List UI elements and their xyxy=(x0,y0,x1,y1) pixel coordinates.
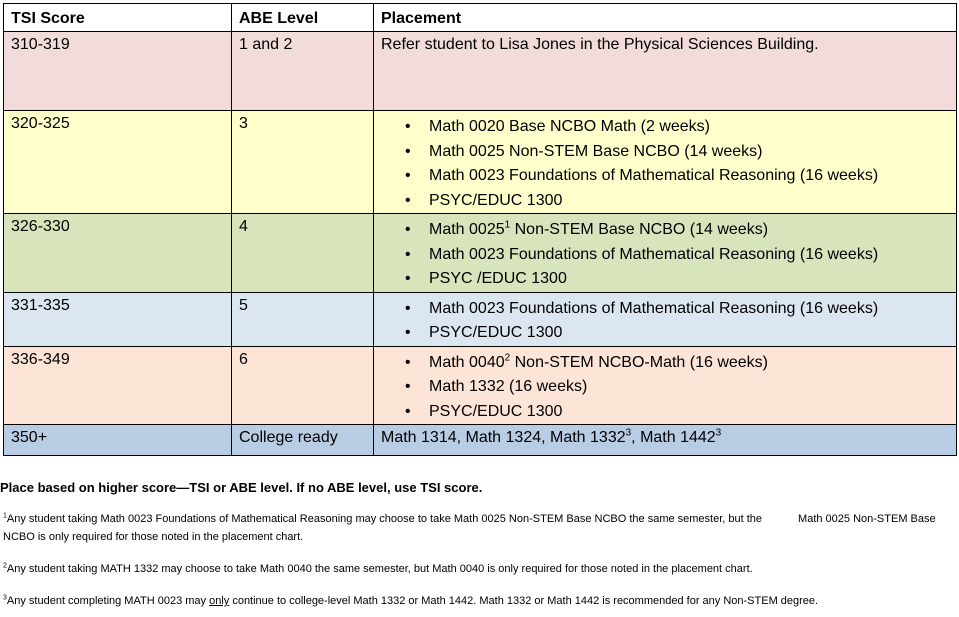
placement-item: • PSYC/EDUC 1300 xyxy=(381,321,949,346)
tsi-score-cell: 326-330 xyxy=(4,214,232,293)
placement-item: • Math 0023 Foundations of Mathematical Reasoning (16 weeks) xyxy=(381,164,949,189)
abe-level-cell: 5 xyxy=(232,292,374,346)
table-row xyxy=(4,292,957,346)
placement-cell xyxy=(374,346,957,425)
footnote-emphasis: only xyxy=(209,595,230,607)
footnote-3 xyxy=(3,592,818,610)
footnote-marker: 1 xyxy=(504,219,511,231)
footnote-text: continue to college-level Math 1332 or Math 1442. Math 1332 or Math 1442 is recommended for any Non-STEM degree. xyxy=(229,595,819,607)
tsi-score-cell: 310-319 xyxy=(4,32,232,111)
placement-list xyxy=(381,351,949,425)
table-header-row xyxy=(4,4,957,32)
table-row xyxy=(4,425,957,456)
footnote-text: Any student completing MATH 0023 may xyxy=(6,595,210,607)
footnote-marker: 3 xyxy=(715,427,722,439)
tsi-score-cell: 336-349 xyxy=(4,346,232,425)
footnote-marker: 2 xyxy=(3,562,7,570)
footnote-text: Any student taking Math 0023 Foundations of Mathematical Reasoning may choose to take Math 0025 Non-STEM Base NCBO the same semester, but the xyxy=(6,513,763,525)
placement-item: • Math 0023 Foundations of Mathematical Reasoning (16 weeks) xyxy=(381,243,949,268)
footnote-marker: 3 xyxy=(3,594,7,602)
footnote-text: Math 0025 Non-STEM Base NCBO is only required for those noted in the placement chart. xyxy=(3,513,936,543)
item-text: Non-STEM Base NCBO (14 weeks) xyxy=(510,221,769,238)
placement-list xyxy=(381,297,949,346)
placement-cell xyxy=(374,292,957,346)
abe-level-cell: 1 and 2 xyxy=(232,32,374,111)
header-abe-level: ABE Level xyxy=(232,4,374,32)
placement-note: Place based on higher score—TSI or ABE level. If no ABE level, use TSI score. xyxy=(0,480,483,495)
table-row xyxy=(4,214,957,293)
footnote-marker: 2 xyxy=(504,352,511,364)
placement-item: • PSYC/EDUC 1300 xyxy=(381,400,949,425)
placement-item: • Math 0020 Base NCBO Math (2 weeks) xyxy=(381,115,949,140)
footnote-text: Any student taking MATH 1332 may choose to take Math 0040 the same semester, but Math 0040 is only required for those noted in the placement chart. xyxy=(6,563,753,575)
placement-cell xyxy=(374,111,957,214)
item-text: Non-STEM NCBO-Math (16 weeks) xyxy=(510,353,769,371)
placement-item: • PSYC/EDUC 1300 xyxy=(381,189,949,214)
item-text: Math 0040 xyxy=(429,353,505,371)
placement-list xyxy=(381,115,949,213)
item-text: , Math 1442 xyxy=(631,429,716,446)
tsi-score-cell: 320-325 xyxy=(4,111,232,214)
table-row xyxy=(4,111,957,214)
item-text: Math 0025 xyxy=(429,221,505,238)
abe-level-cell: College ready xyxy=(232,425,374,456)
placement-cell xyxy=(374,214,957,293)
footnote-2 xyxy=(3,560,753,578)
placement-cell: Refer student to Lisa Jones in the Physical Sciences Building. xyxy=(374,32,957,111)
tsi-score-cell: 331-335 xyxy=(4,292,232,346)
footnote-marker: 1 xyxy=(3,512,7,520)
header-placement: Placement xyxy=(374,4,957,32)
item-text: Math 1314, Math 1324, Math 1332 xyxy=(381,429,626,446)
placement-cell xyxy=(374,425,957,456)
placement-item: • Math 1332 (16 weeks) xyxy=(381,375,949,400)
placement-table xyxy=(3,3,957,456)
placement-item: • PSYC /EDUC 1300 xyxy=(381,267,949,292)
abe-level-cell: 6 xyxy=(232,346,374,425)
abe-level-cell: 3 xyxy=(232,111,374,214)
header-tsi-score: TSI Score xyxy=(4,4,232,32)
table-row xyxy=(4,32,957,111)
placement-item xyxy=(381,218,949,243)
placement-item: • Math 0025 Non-STEM Base NCBO (14 weeks) xyxy=(381,140,949,165)
placement-item xyxy=(381,351,949,376)
tsi-score-cell: 350+ xyxy=(4,425,232,456)
footnote-marker: 3 xyxy=(625,427,632,439)
footnote-1 xyxy=(3,510,959,546)
placement-list xyxy=(381,218,949,292)
abe-level-cell: 4 xyxy=(232,214,374,293)
placement-item: • Math 0023 Foundations of Mathematical Reasoning (16 weeks) xyxy=(381,297,949,322)
table-row xyxy=(4,346,957,425)
